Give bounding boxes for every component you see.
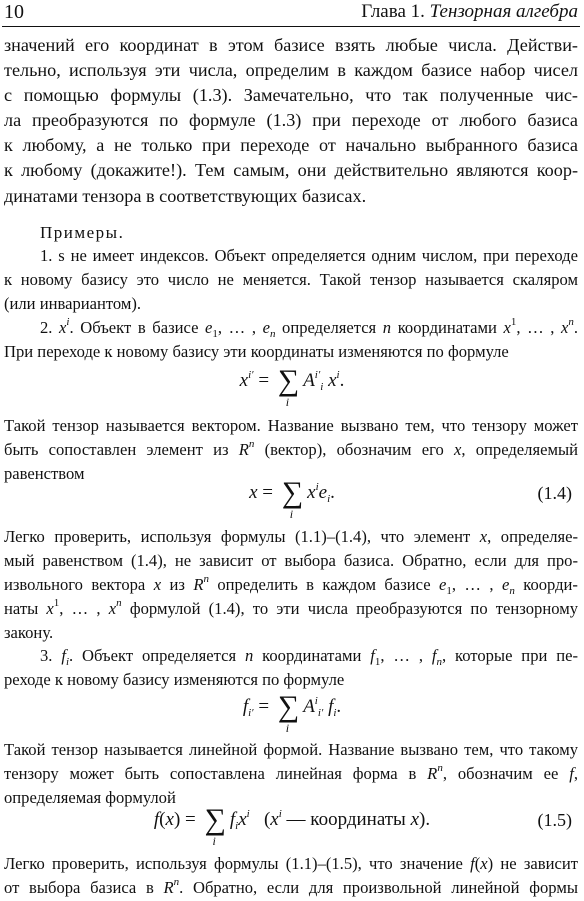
examples-heading: Примеры.	[40, 223, 125, 242]
text-line: Легко проверить, используя формулы (1.1)–(1.4), что элемент x, определяе-	[4, 527, 579, 546]
formula-1-4: x = ∑ i $x^ie_i$. (1.4)	[249, 476, 572, 521]
text-line: значений его координат в этом базисе взять любые числа. Действи-	[4, 35, 578, 55]
text-line: 1. s не имеет индексов. Объект определяется одним числом, при переходе	[40, 246, 578, 265]
formula-vector-transform: $x^{i'}$ = ∑ i $A^{i'}_i$ $x^i$.	[239, 364, 345, 409]
text-line: Такой тензор называется линейной формой. Название вызвано тем, что такому	[4, 740, 578, 759]
text-line: к любому (докажите!). Тем самым, они действительно являются коор-	[4, 160, 578, 181]
text-line: ла преобразуются по формуле (1.3) при переходе от любого базиса	[4, 110, 578, 131]
text-line: к любому, а не только при переходе от начально выбранного базиса	[4, 135, 578, 156]
text-line: 3. $f_i$. Объект определяется n координатами $f_1$, … , $f_n$, которые при пе-	[40, 646, 579, 668]
equation-number: (1.4)	[537, 483, 572, 503]
text-line: реходе к новому базису изменяются по формуле	[4, 670, 345, 689]
text-line: извольного вектора x из $R^n$ определить в каждом базисе $e_1$, … , $e_n$ коорди-	[4, 573, 578, 597]
text-line: Легко проверить, используя формулы (1.1)–(1.5), что значение f(x) не зависит	[4, 854, 578, 873]
text-line: быть сопоставлен элемент из $R^n$ (вектор), обозначим его x, определяемый	[4, 438, 578, 459]
text-line: 2. $x^i$. Объект в базисе $e_1$, … , $e_n$ определяется n координатами $x^1$, … , $x^n$.	[40, 316, 579, 340]
formula-1-5: f(x) = ∑ i $f_ix^i$ ($x^i$ — координаты x). (1.5)	[153, 803, 572, 848]
example-1	[4, 244, 578, 316]
text-line: с помощью формулы (1.3). Замечательно, что так полученные чис-	[4, 85, 578, 106]
text-line: наты $x^1$, … , $x^n$ формулой (1.4), то эти числа преобразуются по тензорному	[4, 597, 579, 618]
text-line: тельно, используя эти числа, определим в каждом базисе набор чисел	[4, 60, 578, 81]
example-3-proof	[4, 852, 578, 900]
text-line: определяемая формулой	[4, 788, 176, 807]
running-header	[2, 0, 580, 27]
example-2-intro	[4, 316, 578, 364]
text-line: динатами тензора в соответствующих базисах.	[4, 185, 367, 206]
chapter-title: Тензорная алгебра	[429, 1, 578, 22]
chapter-heading	[361, 1, 578, 23]
text-line: мый равенством (1.4), не зависит от выбора базиса. Обратно, если для про-	[4, 551, 578, 570]
text-line: тензору может быть сопоставлена линейная форма в $R^n$, обозначим ее f,	[4, 762, 578, 783]
text-line: При переходе к новому базису эти координаты изменяются по формуле	[4, 342, 509, 361]
chapter-label: Глава 1.	[361, 1, 425, 22]
text-line: равенством	[4, 464, 85, 483]
text-line: Такой тензор называется вектором. Название вызвано тем, что тензору может	[4, 416, 578, 435]
equation-number: (1.5)	[537, 810, 572, 830]
text-line: к новому базису это число не меняется. Такой тензор называется скаляром	[4, 270, 578, 289]
formula-form-transform: $f_{i'}$ = ∑ i $A^i_{i'}$ $f_i$.	[242, 690, 342, 735]
example-3-intro	[4, 644, 578, 692]
paragraph-intro	[4, 33, 578, 209]
text-line: (или инвариантом).	[4, 294, 142, 313]
page-number: 10	[4, 1, 24, 23]
example-2-proof	[4, 525, 578, 645]
text-line: закону.	[4, 623, 54, 642]
text-line: от выбора базиса в $R^n$. Обратно, если для произвольной линейной формы	[4, 876, 578, 897]
